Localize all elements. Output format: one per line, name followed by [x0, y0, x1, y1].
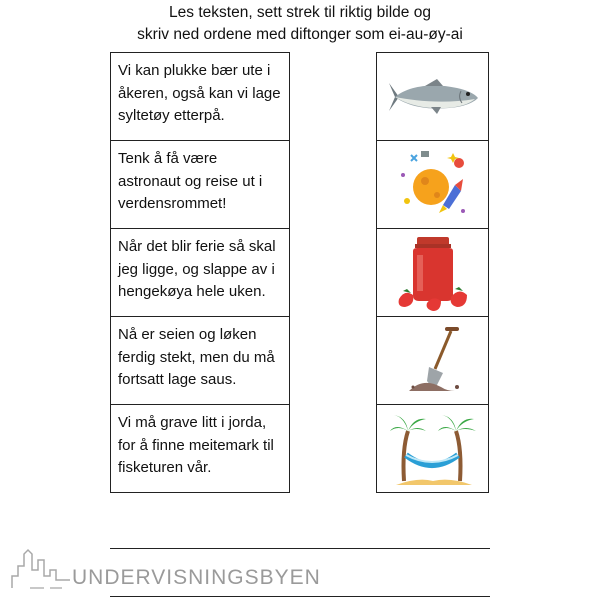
picture-box-hammock[interactable]	[376, 404, 489, 493]
picture-column	[376, 52, 489, 493]
sentence-box-3[interactable]: Når det blir ferie så skal jeg ligge, og slappe av i hengekøya hele uken.	[110, 228, 290, 317]
picture-box-shovel[interactable]	[376, 316, 489, 405]
picture-box-space[interactable]	[376, 140, 489, 229]
answer-line-2[interactable]	[110, 596, 490, 597]
sentence-box-2[interactable]: Tenk å få være astronaut og reise ut i verdensrommet!	[110, 140, 290, 229]
brand-name: UNDERVISNINGSBYEN	[72, 566, 321, 589]
sentence-box-5[interactable]: Vi må grave litt i jorda, for å finne meitemark til fisketuren vår.	[110, 404, 290, 493]
instructions	[0, 2, 600, 46]
picture-box-jam[interactable]	[376, 228, 489, 317]
shovel-icon	[393, 321, 473, 401]
space-icon	[393, 145, 473, 225]
fish-icon	[385, 77, 481, 117]
instructions-line-1: Les teksten, sett strek til riktig bilde og	[169, 4, 431, 21]
sentence-column	[110, 52, 290, 493]
city-skyline-logo-icon	[10, 540, 74, 590]
picture-box-fish[interactable]	[376, 52, 489, 141]
answer-line-1[interactable]	[110, 548, 490, 549]
sentence-box-4[interactable]: Nå er seien og løken ferdig stekt, men du må fortsatt lage saus.	[110, 316, 290, 405]
instructions-line-2: skriv ned ordene med diftonger som ei-au-øy-ai	[137, 26, 463, 43]
hammock-icon	[388, 409, 478, 489]
sentence-box-1[interactable]: Vi kan plukke bær ute i åkeren, også kan vi lage syltetøy etterpå.	[110, 52, 290, 141]
jam-jar-icon	[393, 233, 473, 313]
